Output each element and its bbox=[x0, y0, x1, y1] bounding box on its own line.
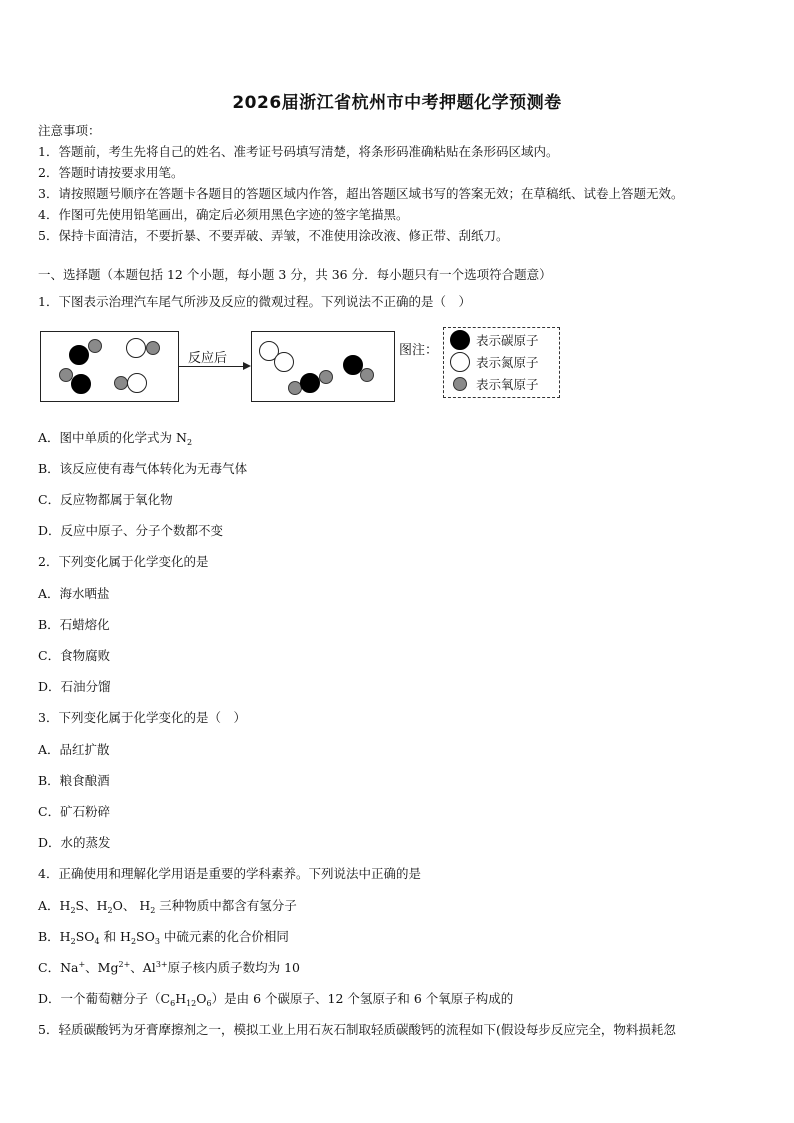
carbon-atom-icon bbox=[300, 373, 320, 393]
legend-label-carbon: 表示碳原子 bbox=[476, 333, 539, 348]
question-1-option-d: D．反应中原子、分子个数都不变 bbox=[38, 523, 224, 538]
question-3-stem: 3．下列变化属于化学变化的是（ ） bbox=[38, 710, 246, 725]
question-3-option-d: D．水的蒸发 bbox=[38, 835, 111, 850]
carbon-atom-icon bbox=[69, 345, 89, 365]
legend-row-oxygen bbox=[450, 374, 539, 394]
question-3-option-a: A．品红扩散 bbox=[38, 742, 110, 757]
question-1-stem: 1．下图表示治理汽车尾气所涉及反应的微观过程。下列说法不正确的是（ ） bbox=[38, 294, 471, 309]
question-4-option-c: C．Na+、$Mg^{2+}$、$Al^{3+}$原子核内质子数均为 10 bbox=[38, 960, 300, 975]
question-2-stem: 2．下列变化属于化学变化的是 bbox=[38, 554, 209, 569]
nitrogen-atom-icon bbox=[274, 352, 294, 372]
notes-heading: 注意事项： bbox=[38, 123, 101, 138]
carbon-atom-icon bbox=[450, 330, 470, 350]
section-heading: 一、选择题（本题包括 12 个小题，每小题 3 分，共 36 分．每小题只有一个选项符合题意） bbox=[38, 267, 552, 282]
question-1-option-b: B．该反应使有毒气体转化为无毒气体 bbox=[38, 461, 248, 476]
question-2-option-a: A．海水晒盐 bbox=[38, 586, 110, 601]
exam-title: 2026届浙江省杭州市中考押题化学预测卷 bbox=[232, 93, 562, 113]
note-item-5: 5．保持卡面清洁，不要折暴、不要弄破、弄皱，不准使用涂改液、修正带、刮纸刀。 bbox=[38, 228, 509, 243]
question-2-option-c: C．食物腐败 bbox=[38, 648, 111, 663]
reaction-diagram bbox=[38, 325, 568, 410]
legend-title: 图注： bbox=[399, 343, 439, 358]
question-3-option-c: C．矿石粉碎 bbox=[38, 804, 111, 819]
legend-row-carbon bbox=[450, 330, 539, 350]
question-1-option-c: C．反应物都属于氧化物 bbox=[38, 492, 173, 507]
oxygen-atom-icon bbox=[453, 377, 467, 391]
oxygen-atom-icon bbox=[319, 370, 333, 384]
legend-label-nitrogen: 表示氮原子 bbox=[476, 355, 539, 370]
reactants-box bbox=[40, 331, 179, 402]
note-item-2: 2．答题时请按要求用笔。 bbox=[38, 165, 184, 180]
carbon-atom-icon bbox=[71, 374, 91, 394]
note-item-4: 4．作图可先使用铅笔画出，确定后必须用黑色字迹的签字笔描黑。 bbox=[38, 207, 409, 222]
legend bbox=[443, 327, 560, 398]
question-2-option-d: D．石油分馏 bbox=[38, 679, 111, 694]
question-1-option-a: A．图中单质的化学式为 $N_2$ bbox=[38, 430, 193, 447]
question-3-option-b: B．粮食酿酒 bbox=[38, 773, 110, 788]
reaction-arrow bbox=[179, 366, 247, 367]
products-box bbox=[251, 331, 395, 402]
question-4-option-b: B．$H_2SO_4$ 和 $H_2SO_3$ 中硫元素的化合价相同 bbox=[38, 929, 289, 946]
legend-row-nitrogen bbox=[450, 352, 539, 372]
question-2-option-b: B．石蜡熔化 bbox=[38, 617, 110, 632]
note-item-1: 1．答题前，考生先将自己的姓名、准考证号码填写清楚，将条形码准确粘贴在条形码区域内。 bbox=[38, 144, 559, 159]
note-item-3: 3．请按照题号顺序在答题卡各题目的答题区域内作答，超出答题区域书写的答案无效；在草稿纸、试卷上答题无效。 bbox=[38, 186, 684, 201]
question-4-stem: 4．正确使用和理解化学用语是重要的学科素养。下列说法中正确的是 bbox=[38, 866, 421, 881]
nitrogen-atom-icon bbox=[126, 338, 146, 358]
arrow-label: 反应后 bbox=[188, 351, 228, 366]
legend-label-oxygen: 表示氧原子 bbox=[476, 377, 539, 392]
oxygen-atom-icon bbox=[360, 368, 374, 382]
oxygen-atom-icon bbox=[114, 376, 128, 390]
question-4-option-d: D．一个葡萄糖分子$(C_6H_{12}O_6)$是由 6 个碳原子、12 个氢原子和 6 个氧原子构成的 bbox=[38, 991, 514, 1008]
nitrogen-atom-icon bbox=[127, 373, 147, 393]
oxygen-atom-icon bbox=[146, 341, 160, 355]
nitrogen-atom-icon bbox=[450, 352, 470, 372]
question-5-stem: 5．轻质碳酸钙为牙膏摩擦剂之一，模拟工业上用石灰石制取轻质碳酸钙的流程如下(假设每步反应完全，物料损耗忽 bbox=[38, 1022, 676, 1037]
arrow-head-icon bbox=[243, 362, 251, 370]
oxygen-atom-icon bbox=[88, 339, 102, 353]
question-4-option-a: A．$H_2S$、$H_2O$、 $H_2$ 三种物质中都含有氢分子 bbox=[38, 898, 297, 915]
